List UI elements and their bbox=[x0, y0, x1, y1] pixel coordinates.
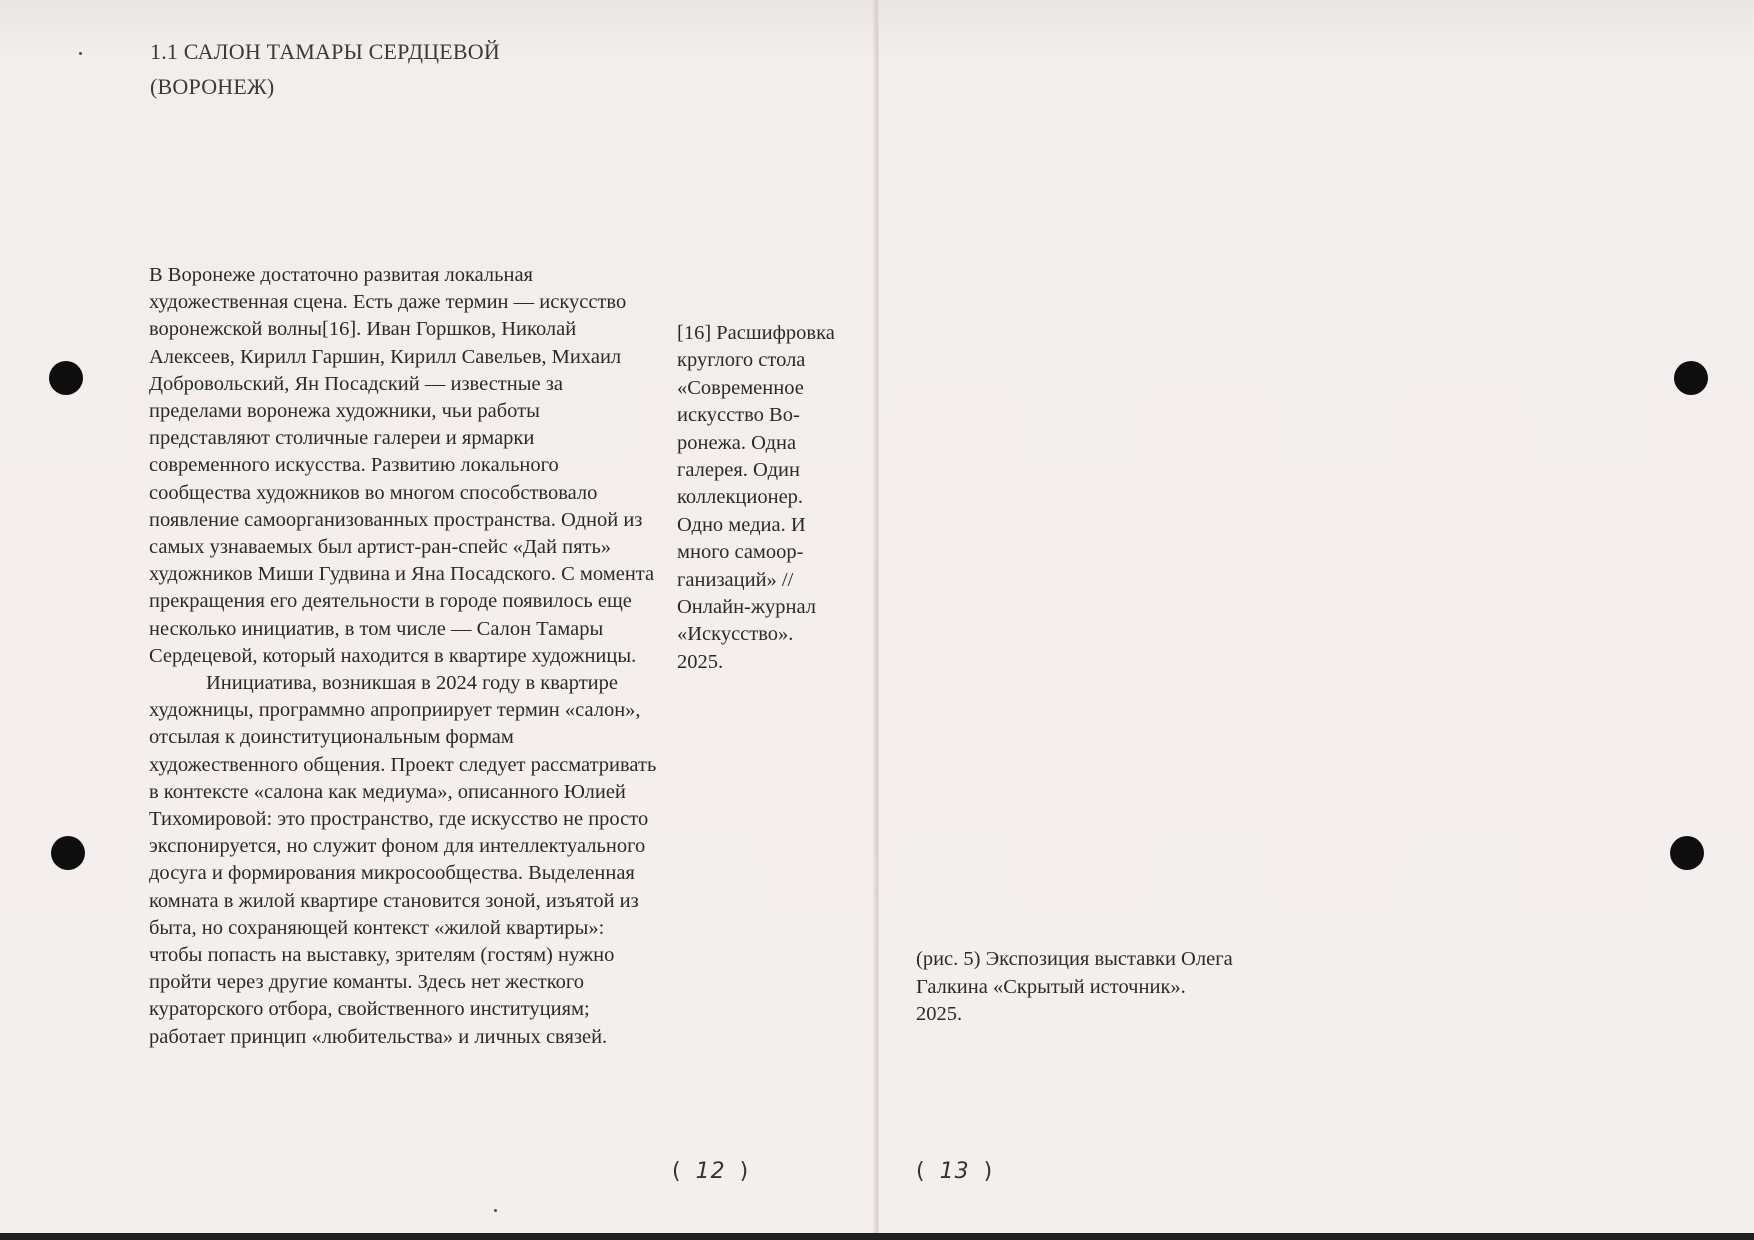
paragraph-2: Инициатива, возникшая в 2024 году в квартире художницы, программно апроприирует термин «салон», отсылая к доинституциональным формам художественного общения. Проект следует рассматривать в контексте «салона как медиума», описанного Юлией Тихомировой: это пространство, где искусство не просто экспонируется, но служит фоном для интеллектуального досуга и формирования микросообщества. Выделенная комната в жилой квартире становится зоной, изъятой из быта, но сохраняющей контекст «жилой квартиры»: чтобы попасть на выставку, зрителям (гостям) нужно пройти через другие команты. Здесь нет жесткого кураторского отбора, свойственного институциям; работает принцип «любительства» и личных связей. bbox=[149, 672, 657, 1048]
page-number-right: ( 13 ) bbox=[916, 1159, 994, 1184]
page-number-right-value: 13 bbox=[939, 1159, 970, 1184]
binder-hole-right-bottom bbox=[1670, 836, 1704, 870]
scan-speck bbox=[494, 1209, 497, 1212]
footnote-16: [16] Расшифровка круглого стола «Современное искусство Воронежа. Одна галерея. Один коллекционер. Одно медиа. И много самоорганизаций» // Онлайн-журнал «Искусство». 2025. bbox=[677, 322, 835, 673]
binder-hole-right-top bbox=[1674, 361, 1708, 395]
scan-speck bbox=[79, 52, 82, 55]
heading-line-1: 1.1 САЛОН ТАМАРЫ СЕРДЦЕВОЙ bbox=[150, 39, 500, 64]
heading-line-2: (ВОРОНЕЖ) bbox=[150, 74, 275, 99]
right-page bbox=[879, 0, 1754, 1233]
binder-hole-left-bottom bbox=[51, 836, 85, 870]
left-page bbox=[0, 0, 876, 1233]
page-number-left-value: 12 bbox=[695, 1159, 726, 1184]
binder-hole-left-top bbox=[49, 361, 83, 395]
scan-edge bbox=[0, 1233, 1754, 1240]
page-number-left: ( 12 ) bbox=[672, 1159, 750, 1184]
section-heading bbox=[150, 34, 500, 104]
paragraph-1: В Воронеже достаточно развитая локальная художественная сцена. Есть даже термин — искусство воронежской волны[16]. Иван Горшков, Николай Алексеев, Кирилл Гаршин, Кирилл Савельев, Михаил Добровольский, Ян Посадский — известные за пределами воронежа художники, чьи работы представляют столичные галереи и ярмарки современного искусства. Развитию локального сообщества художников во многом способствовало появление самоорганизованных пространства. Одной из самых узнаваемых был артист-ран-спейс «Дай пять» художников Миши Гудвина и Яна Посадского. С момента прекращения его деятельности в городе появилось еще несколько инициатив, в том числе — Салон Тамары Сердецевой, который находится в квартире художницы. bbox=[149, 264, 655, 667]
figure-caption: (рис. 5) Экспозиция выставки Олега Галкина «Скрытый источник». 2025. bbox=[916, 948, 1233, 1026]
body-text bbox=[149, 262, 659, 1051]
